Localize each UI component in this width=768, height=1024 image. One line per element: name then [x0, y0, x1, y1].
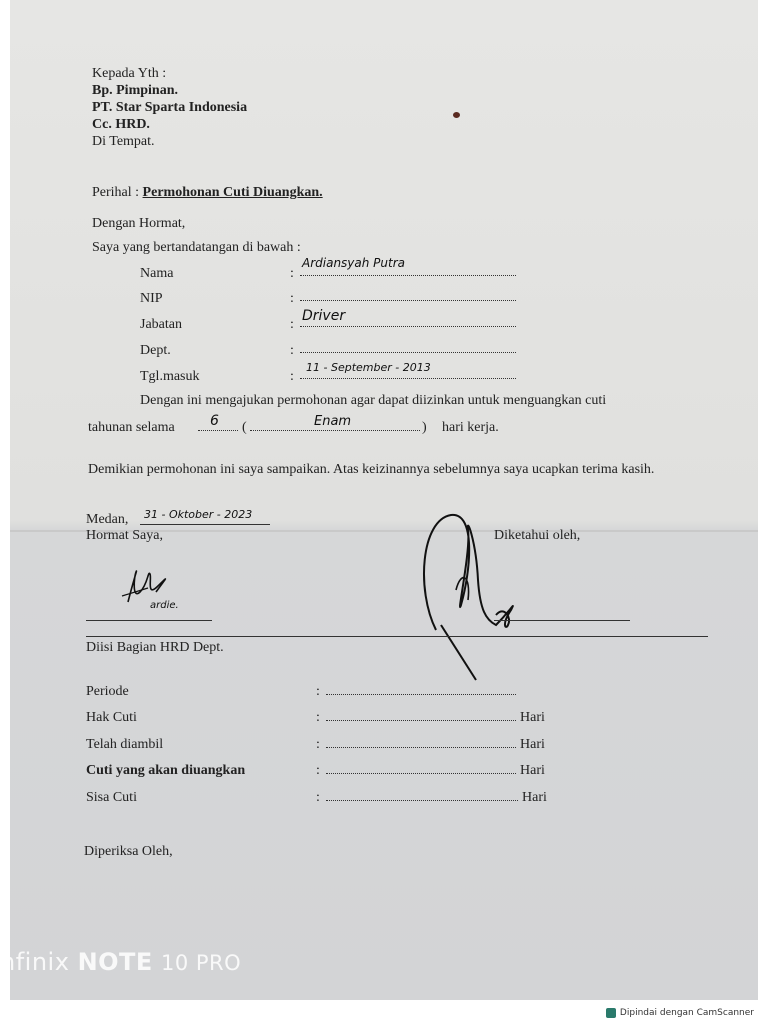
close-paren: ) — [422, 420, 427, 435]
approver-sign-line — [494, 620, 630, 621]
field-line-nama — [300, 275, 516, 276]
signoff-left: Hormat Saya, — [86, 528, 163, 543]
request-suffix: hari kerja. — [442, 420, 499, 435]
scanner-badge — [606, 1008, 754, 1018]
ink-spot — [453, 112, 460, 118]
hrd-row-colon: : — [316, 684, 320, 699]
watermark-note: NOTE — [77, 948, 153, 976]
address-recipient: Bp. Pimpinan. — [92, 83, 178, 98]
days-number: 6 — [210, 413, 219, 429]
field-colon: : — [290, 369, 294, 384]
field-value-tglmasuk: 11 - September - 2013 — [306, 361, 431, 374]
hrd-row-line — [326, 800, 518, 801]
request-prefix: tahunan selama — [88, 420, 175, 435]
hrd-row-colon: : — [316, 763, 320, 778]
address-to: Kepada Yth : — [92, 66, 167, 81]
approver-signature — [416, 510, 526, 685]
closing-paragraph: Demikian permohonan ini saya sampaikan. Atas keizinannya sebelumnya saya ucapkan terima kasih. — [88, 462, 655, 477]
intro-text: Saya yang bertandatangan di bawah : — [92, 240, 301, 255]
hrd-row-colon: : — [316, 790, 320, 805]
field-line-jabatan — [300, 326, 516, 327]
hrd-row-label: Cuti yang akan diuangkan — [86, 763, 246, 778]
field-label-nip: NIP — [140, 291, 163, 306]
hrd-row-unit: Hari — [520, 763, 545, 778]
hrd-row-label: Hak Cuti — [86, 710, 137, 725]
field-line-dept — [300, 352, 516, 353]
address-cc: Cc. HRD. — [92, 117, 150, 132]
address-place: Di Tempat. — [92, 134, 155, 149]
subject-text: Permohonan Cuti Diuangkan. — [142, 185, 323, 200]
hrd-row-unit: Hari — [522, 790, 547, 805]
hrd-row-label: Periode — [86, 684, 129, 699]
days-number-line — [198, 430, 238, 431]
field-value-nama: Ardiansyah Putra — [302, 256, 406, 270]
hrd-separator-line — [86, 636, 708, 637]
scanner-badge-text: Dipindai dengan CamScanner — [619, 1008, 754, 1018]
field-line-nip — [300, 300, 516, 301]
hrd-row-unit: Hari — [520, 737, 545, 752]
checked-by-label: Diperiksa Oleh, — [84, 844, 173, 859]
field-label-nama: Nama — [140, 266, 174, 281]
hrd-row-label: Sisa Cuti — [86, 790, 137, 805]
camscanner-icon — [606, 1008, 616, 1018]
hrd-title: Diisi Bagian HRD Dept. — [86, 640, 224, 655]
watermark-model: 10 PRO — [160, 951, 242, 975]
subject-label: Perihal : — [92, 185, 140, 200]
hrd-row-label: Telah diambil — [86, 737, 164, 752]
field-label-jabatan: Jabatan — [140, 317, 182, 332]
field-line-tglmasuk — [300, 378, 516, 379]
greeting: Dengan Hormat, — [92, 216, 186, 231]
address-company: PT. Star Sparta Indonesia — [92, 100, 248, 115]
hrd-row-unit: Hari — [520, 710, 545, 725]
field-label-tglmasuk: Tgl.masuk — [140, 369, 200, 384]
place-date-label: Medan, — [86, 512, 129, 527]
field-colon: : — [290, 266, 294, 281]
date-underline — [140, 524, 270, 525]
place-date-value: 31 - Oktober - 2023 — [144, 508, 253, 521]
open-paren: ( — [242, 420, 247, 435]
field-label-dept: Dept. — [140, 343, 171, 358]
applicant-sign-line — [86, 620, 212, 621]
request-line-1: Dengan ini mengajukan permohonan agar dapat diizinkan untuk menguangkan cuti — [140, 393, 607, 408]
camera-watermark — [0, 948, 241, 976]
hrd-row-colon: : — [316, 737, 320, 752]
hrd-row-colon: : — [316, 710, 320, 725]
hrd-row-line — [326, 720, 516, 721]
signoff-right: Diketahui oleh, — [494, 528, 581, 543]
applicant-signature-name: ardie. — [150, 600, 179, 611]
hrd-row-line — [326, 694, 516, 695]
hrd-row-line — [326, 773, 516, 774]
subject-row — [92, 185, 323, 201]
field-value-jabatan: Driver — [302, 308, 346, 324]
days-words: Enam — [314, 414, 352, 429]
field-colon: : — [290, 291, 294, 306]
days-words-line — [250, 430, 420, 431]
field-colon: : — [290, 343, 294, 358]
watermark-brand: nfinix — [0, 948, 70, 976]
hrd-row-line — [326, 747, 516, 748]
field-colon: : — [290, 317, 294, 332]
